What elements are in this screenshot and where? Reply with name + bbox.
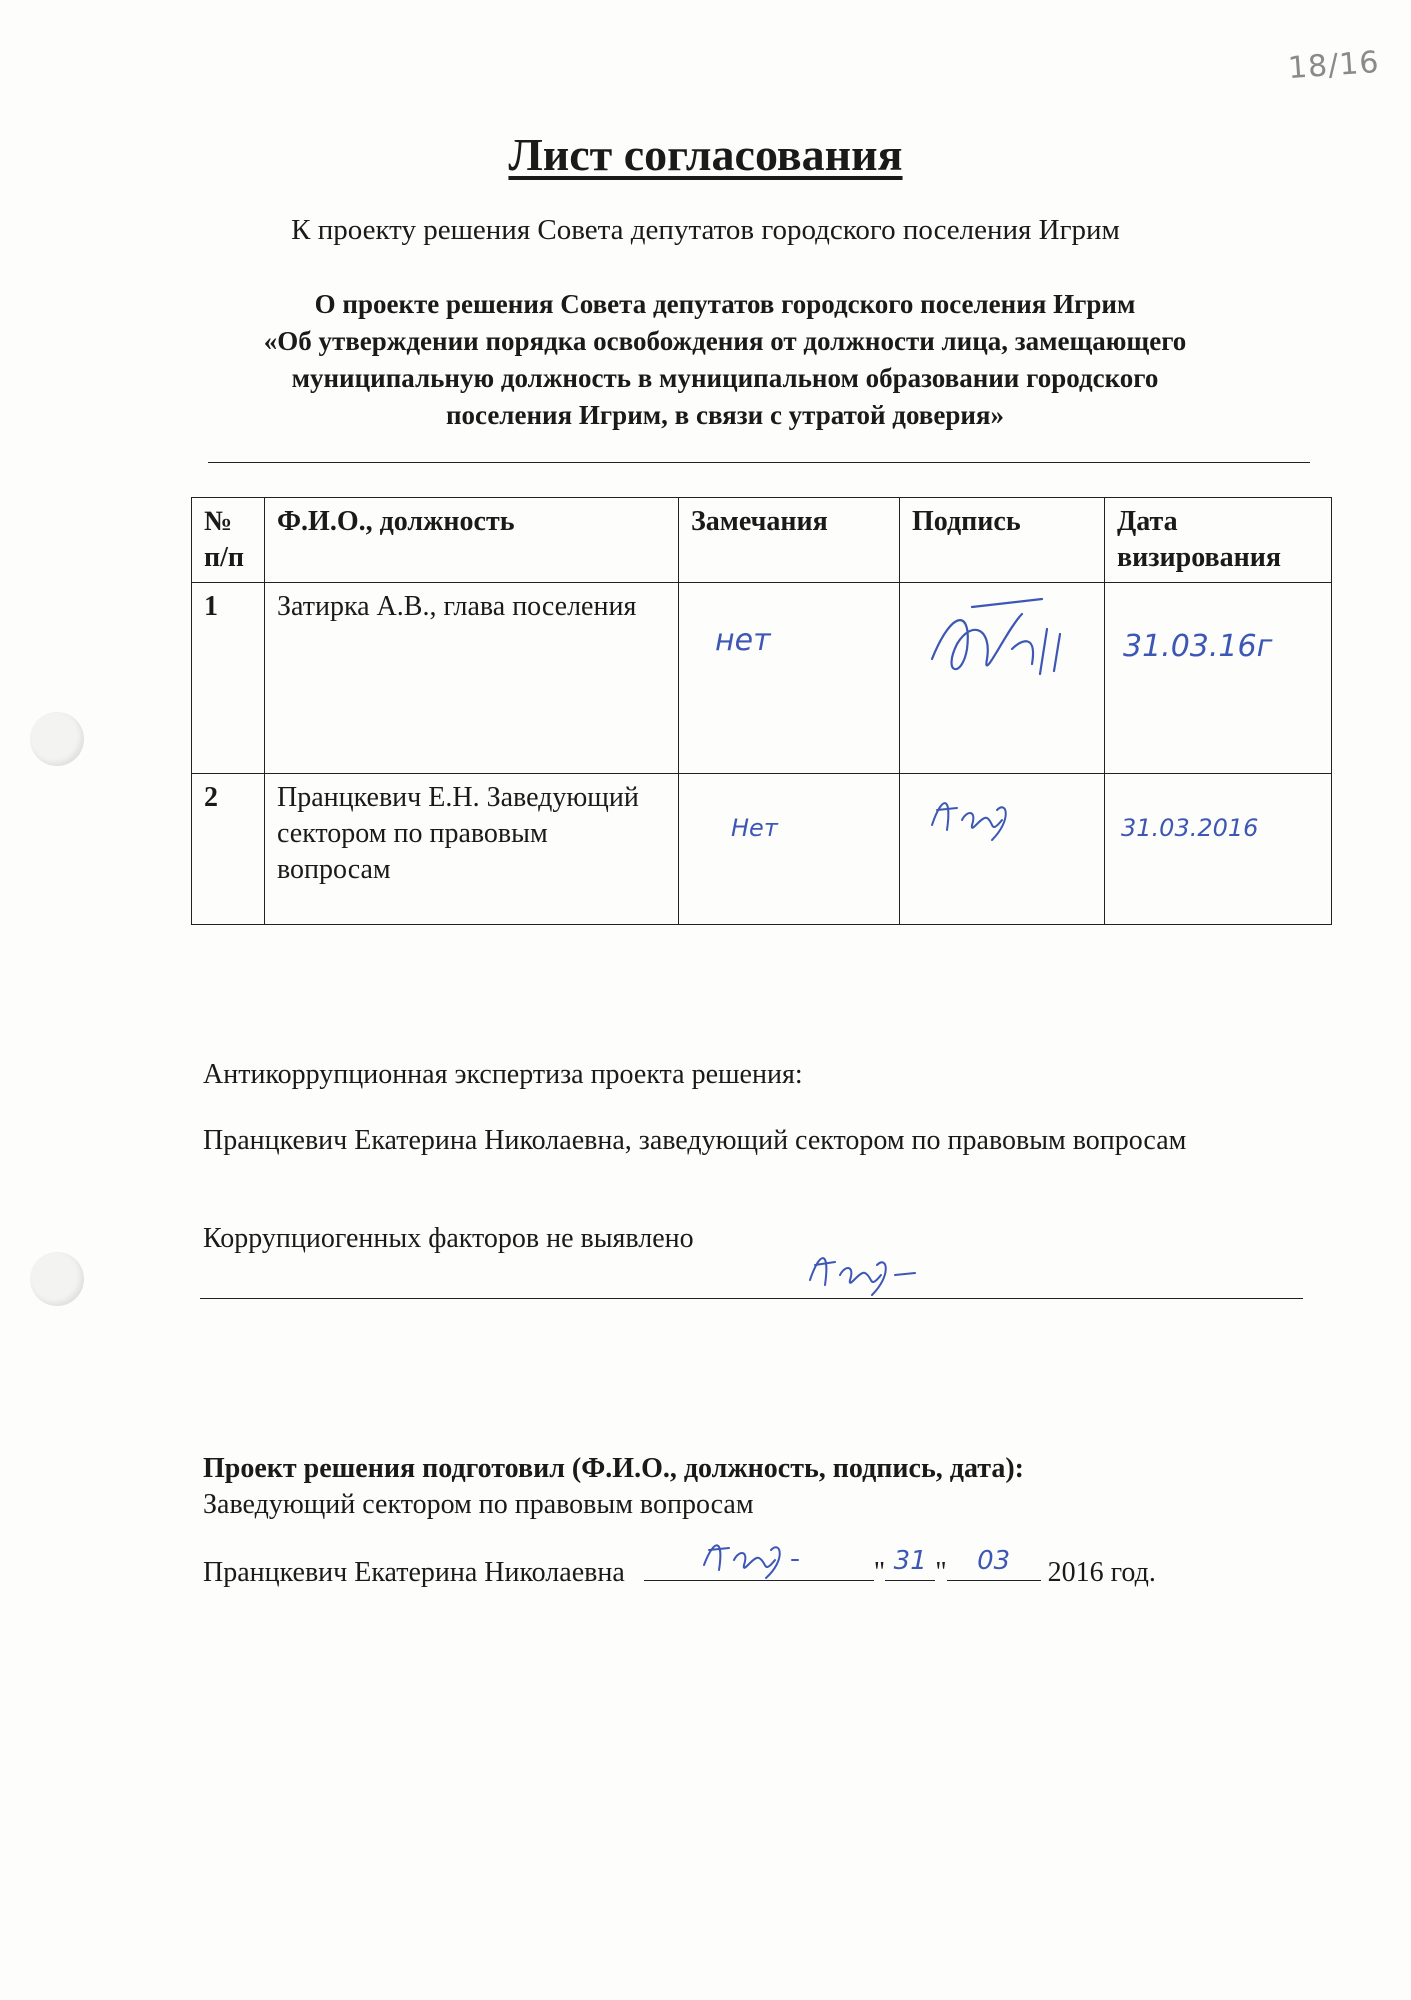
- decision-line: муниципальную должность в муниципальном образовании городского: [291, 363, 1159, 393]
- decision-description: [170, 286, 1280, 434]
- handwritten-month: 03: [977, 1546, 1011, 1576]
- handwritten-signature: [912, 780, 1032, 860]
- column-header-signature: Подпись: [900, 498, 1105, 583]
- punch-hole: [30, 1252, 84, 1306]
- signature-blank: [644, 1552, 874, 1581]
- table-header-row: [192, 498, 1332, 583]
- column-header-num: № п/п: [192, 498, 265, 583]
- decision-line: «Об утверждении порядка освобождения от должности лица, замещающего: [263, 326, 1187, 356]
- expertise-heading: Антикоррупционная экспертиза проекта решения:: [203, 1059, 803, 1090]
- punch-hole: [30, 712, 84, 766]
- page-number: 18/16: [1286, 44, 1381, 87]
- handwritten-day: 31: [893, 1546, 927, 1576]
- row-signature-cell: [900, 583, 1105, 774]
- handwritten-signature: [912, 589, 1092, 699]
- column-header-remarks: Замечания: [679, 498, 900, 583]
- table-row: [192, 774, 1332, 925]
- prepared-name: Пранцкевич Екатерина Николаевна: [203, 1557, 625, 1588]
- row-number: 2: [192, 774, 265, 925]
- row-number: 1: [192, 583, 265, 774]
- table-row: [192, 583, 1332, 774]
- row-name: Пранцкевич Е.Н. Заведующий сектором по правовым вопросам: [265, 774, 679, 925]
- expertise-person: Пранцкевич Екатерина Николаевна, заведующий сектором по правовым вопросам: [203, 1125, 1187, 1156]
- column-header-name: Ф.И.О., должность: [265, 498, 679, 583]
- approval-table: [191, 497, 1332, 925]
- handwritten-date: 31.03.2016: [1121, 814, 1259, 842]
- prepared-position: Заведующий сектором по правовым вопросам: [203, 1489, 754, 1520]
- row-date-cell: [1105, 774, 1332, 925]
- expertise-signature: [795, 1240, 935, 1300]
- prepared-year: 2016 год.: [1047, 1557, 1156, 1588]
- expertise-conclusion: Коррупциогенных факторов не выявлено: [203, 1223, 694, 1254]
- prepared-heading: Проект решения подготовил (Ф.И.О., должность, подпись, дата):: [203, 1453, 1024, 1484]
- document-title: Лист согласования: [508, 129, 903, 180]
- row-remarks-cell: [679, 774, 900, 925]
- handwritten-date: 31.03.16г: [1123, 629, 1273, 664]
- decision-line: О проекте решения Совета депутатов городского поселения Игрим: [314, 289, 1136, 319]
- row-remarks-cell: [679, 583, 900, 774]
- prepared-signature: [694, 1530, 824, 1580]
- row-name: Затирка А.В., глава поселения: [265, 583, 679, 774]
- decision-line: поселения Игрим, в связи с утратой доверия»: [445, 400, 1005, 430]
- expertise-divider: [200, 1298, 1303, 1299]
- day-blank: [885, 1546, 935, 1581]
- handwritten-remarks: нет: [715, 623, 771, 658]
- month-blank: [947, 1546, 1041, 1581]
- row-signature-cell: [900, 774, 1105, 925]
- handwritten-remarks: Нет: [731, 814, 778, 842]
- document-subtitle: К проекту решения Совета депутатов городского поселения Игрим: [291, 214, 1120, 246]
- prepared-signature-line: Пранцкевич Екатерина Николаевна " 31 " 03 2016 год.: [203, 1552, 1156, 1590]
- row-date-cell: [1105, 583, 1332, 774]
- column-header-date: Дата визирования: [1105, 498, 1332, 583]
- header-divider: [208, 462, 1310, 463]
